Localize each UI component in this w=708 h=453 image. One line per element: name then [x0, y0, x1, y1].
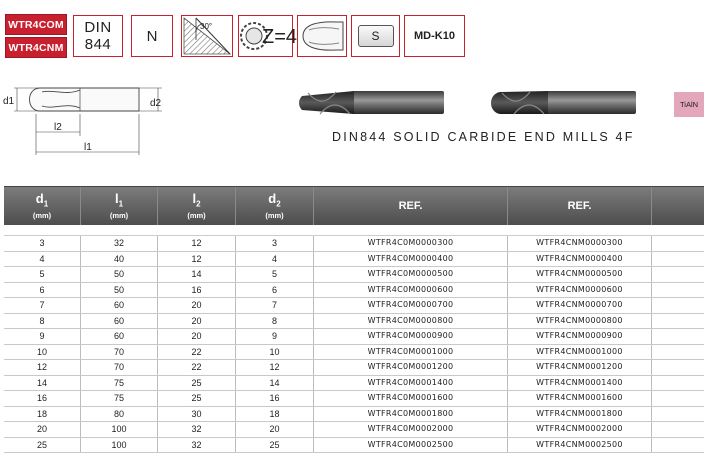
table-cell: 100: [81, 438, 158, 453]
table-cell: 12: [4, 360, 81, 375]
header-l2: $l_2$ (mm): [158, 187, 236, 225]
table-cell: WTFR4C0M0000900: [314, 329, 508, 344]
header-d1: $d_1$ (mm): [4, 187, 81, 225]
table-cell: WTFR4C0M0000400: [314, 252, 508, 267]
table-cell: 3: [236, 236, 314, 251]
table-cell: 4: [4, 252, 81, 267]
table-cell: WTFR4CNM0000900: [508, 329, 652, 344]
table-cell: 18: [236, 407, 314, 422]
din-standard-box: [73, 15, 123, 57]
header-ref-cnm: REF.: [508, 187, 652, 225]
ball-end-mill-image: [488, 86, 638, 120]
table-cell: 7: [4, 298, 81, 313]
product-code-stack: [5, 14, 67, 58]
table-cell: [652, 422, 704, 437]
table-cell: 12: [158, 236, 236, 251]
table-row: [4, 422, 704, 438]
table-cell: 30: [158, 407, 236, 422]
table-cell: 16: [4, 391, 81, 406]
table-cell: 50: [81, 267, 158, 282]
table-cell: 7: [236, 298, 314, 313]
table-cell: 70: [81, 360, 158, 375]
gear-icon: [240, 16, 292, 56]
table-cell: 8: [236, 314, 314, 329]
table-cell: WTFR4CNM0000500: [508, 267, 652, 282]
table-cell: WTFR4C0M0000800: [314, 314, 508, 329]
table-cell: 22: [158, 360, 236, 375]
table-cell: WTFR4CNM0001400: [508, 376, 652, 391]
end-mill-image: [296, 86, 446, 120]
table-cell: 5: [4, 267, 81, 282]
table-cell: WTFR4C0M0000700: [314, 298, 508, 313]
table-row: [4, 267, 704, 283]
table-cell: 25: [236, 438, 314, 453]
table-cell: WTFR4C0M0002000: [314, 422, 508, 437]
table-cell: WTFR4C0M0001400: [314, 376, 508, 391]
table-cell: [652, 407, 704, 422]
shank-box: [351, 15, 400, 57]
table-cell: WTFR4C0M0001200: [314, 360, 508, 375]
l1-label: l1: [84, 142, 92, 153]
table-cell: WTFR4C0M0000300: [314, 236, 508, 251]
table-cell: 40: [81, 252, 158, 267]
dimension-drawing: [0, 76, 170, 156]
table-cell: WTFR4C0M0000500: [314, 267, 508, 282]
table-cell: 3: [4, 236, 81, 251]
table-cell: 20: [4, 422, 81, 437]
table-row: [4, 298, 704, 314]
table-cell: WTFR4CNM0002000: [508, 422, 652, 437]
table-cell: 70: [81, 345, 158, 360]
flutes-text: Z=4: [262, 26, 297, 48]
table-cell: 50: [81, 283, 158, 298]
table-cell: WTFR4C0M0000600: [314, 283, 508, 298]
table-cell: 75: [81, 376, 158, 391]
table-cell: 20: [158, 314, 236, 329]
table-cell: 32: [81, 236, 158, 251]
table-cell: 25: [158, 376, 236, 391]
material-group-label: N: [147, 28, 158, 45]
table-cell: 20: [158, 329, 236, 344]
table-cell: WTFR4C0M0001800: [314, 407, 508, 422]
table-row: [4, 236, 704, 252]
flutes-box: [238, 15, 293, 57]
table-row: [4, 376, 704, 392]
table-cell: 5: [236, 267, 314, 282]
header-d2: $d_2$ (mm): [236, 187, 314, 225]
table-cell: 80: [81, 407, 158, 422]
table-row: [4, 329, 704, 345]
table-cell: 100: [81, 422, 158, 437]
header-ref-com: REF.: [314, 187, 508, 225]
header-l1: $l_1$ (mm): [81, 187, 158, 225]
table-cell: [652, 345, 704, 360]
table-body: [4, 236, 704, 453]
table-cell: WTFR4CNM0001200: [508, 360, 652, 375]
table-row: [4, 345, 704, 361]
table-cell: [652, 438, 704, 453]
table-cell: 18: [4, 407, 81, 422]
table-cell: 9: [4, 329, 81, 344]
table-row: [4, 252, 704, 268]
product-code-badge: WTR4COM: [5, 14, 67, 35]
table-cell: 20: [158, 298, 236, 313]
table-cell: WTFR4C0M0001600: [314, 391, 508, 406]
table-cell: [652, 314, 704, 329]
table-cell: 12: [158, 252, 236, 267]
table-cell: [652, 236, 704, 251]
table-cell: [652, 329, 704, 344]
table-cell: 16: [158, 283, 236, 298]
material-group-box: [131, 15, 173, 57]
din-number: 844: [84, 36, 111, 53]
table-cell: 60: [81, 298, 158, 313]
din-label: DIN: [84, 19, 111, 36]
table-cell: [652, 267, 704, 282]
table-cell: [652, 283, 704, 298]
table-cell: WTFR4C0M0002500: [314, 438, 508, 453]
table-cell: 4: [236, 252, 314, 267]
table-cell: WTFR4CNM0002500: [508, 438, 652, 453]
ball-nose-icon: [299, 18, 345, 54]
table-cell: 14: [236, 376, 314, 391]
table-cell: [652, 360, 704, 375]
table-cell: 32: [158, 422, 236, 437]
shank-type-label: S: [358, 25, 394, 47]
table-row: [4, 391, 704, 407]
table-cell: WTFR4CNM0000400: [508, 252, 652, 267]
table-row: [4, 438, 704, 453]
table-cell: 6: [236, 283, 314, 298]
helix-angle-box: [181, 15, 233, 57]
table-cell: 10: [236, 345, 314, 360]
ball-nose-box: [297, 15, 347, 57]
table-cell: [652, 252, 704, 267]
table-row: [4, 407, 704, 423]
table-row: [4, 314, 704, 330]
table-cell: 6: [4, 283, 81, 298]
helix-angle-text: 30°: [200, 22, 212, 31]
series-title: DIN844 SOLID CARBIDE END MILLS 4F: [332, 130, 635, 144]
table-cell: WTFR4CNM0000600: [508, 283, 652, 298]
table-cell: [652, 391, 704, 406]
grade-box: [404, 15, 465, 57]
table-cell: WTFR4CNM0000800: [508, 314, 652, 329]
table-cell: WTFR4CNM0001000: [508, 345, 652, 360]
table-cell: 8: [4, 314, 81, 329]
table-header: [4, 186, 704, 225]
table-cell: WTFR4CNM0000700: [508, 298, 652, 313]
table-cell: 25: [158, 391, 236, 406]
table-cell: WTFR4CNM0001800: [508, 407, 652, 422]
d1-label: d1: [3, 96, 15, 107]
table-cell: WTFR4CNM0001600: [508, 391, 652, 406]
table-cell: 60: [81, 329, 158, 344]
l2-label: l2: [54, 122, 62, 133]
header-blank: [652, 187, 704, 225]
table-cell: WTFR4C0M0001000: [314, 345, 508, 360]
table-cell: 25: [4, 438, 81, 453]
table-cell: [652, 298, 704, 313]
d2-label: d2: [150, 98, 162, 109]
table-cell: 16: [236, 391, 314, 406]
product-code-badge: WTR4CNM: [5, 37, 67, 58]
table-row: [4, 360, 704, 376]
dimension-table: [4, 186, 704, 453]
table-cell: 9: [236, 329, 314, 344]
table-cell: 14: [158, 267, 236, 282]
table-cell: 22: [158, 345, 236, 360]
helix-angle-icon: [182, 16, 232, 56]
table-cell: [652, 376, 704, 391]
table-cell: 14: [4, 376, 81, 391]
table-cell: 12: [236, 360, 314, 375]
table-cell: WTFR4CNM0000300: [508, 236, 652, 251]
table-cell: 60: [81, 314, 158, 329]
table-row: [4, 283, 704, 299]
table-cell: 20: [236, 422, 314, 437]
table-cell: 75: [81, 391, 158, 406]
grade-label: MD-K10: [414, 30, 455, 42]
table-cell: 32: [158, 438, 236, 453]
coating-badge: TiAlN: [674, 92, 704, 117]
table-cell: 10: [4, 345, 81, 360]
